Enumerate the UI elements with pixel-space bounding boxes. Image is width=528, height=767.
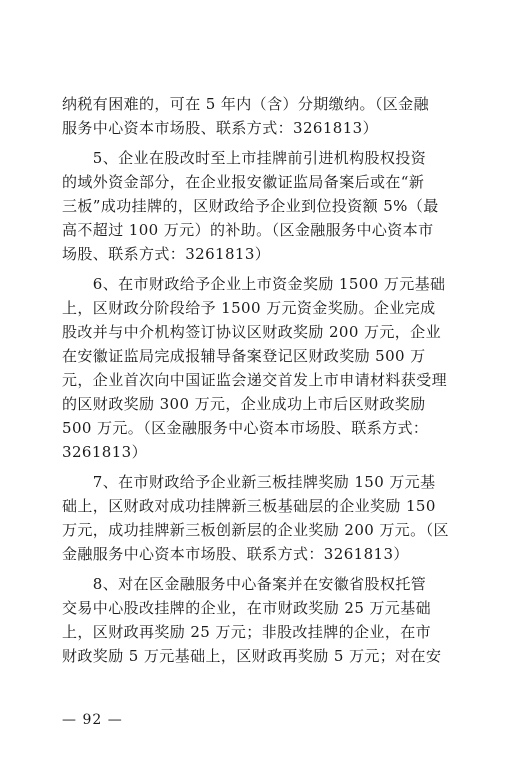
text-line: 三板”成功挂牌的，区财政给予企业到位投资额 5%（最 <box>62 197 439 215</box>
paragraph-item-6 <box>62 272 470 464</box>
page-number: — 92 — <box>62 712 123 728</box>
text-line: 500 万元。（区金融服务中心资本市场股、联系方式： <box>62 419 429 437</box>
text-line: 元，企业首次向中国证监会递交首发上市申请材料获受理 <box>62 371 448 389</box>
text-line: 6、在市财政给予企业上市资金奖励 1500 万元基础 <box>62 275 446 293</box>
paragraph-continuation <box>62 92 470 140</box>
paragraph-item-7 <box>62 470 470 566</box>
paragraph-item-8 <box>62 572 470 668</box>
text-line: 7、在市财政给予企业新三板挂牌奖励 150 万元基 <box>62 473 436 491</box>
text-line: 在安徽证监局完成报辅导备案登记区财政奖励 500 万 <box>62 347 426 365</box>
text-line: 3261813） <box>62 443 148 461</box>
text-line: 交易中心股改挂牌的企业，在市财政奖励 25 万元基础 <box>62 599 432 617</box>
text-line: 的域外资金部分，在企业报安徽证监局备案后或在“新 <box>62 173 425 191</box>
text-line: 础上，区财政对成功挂牌新三板基础层的企业奖励 150 <box>62 497 436 515</box>
paragraph-item-5 <box>62 146 470 266</box>
document-body <box>62 92 470 668</box>
text-line: 8、对在区金融服务中心备案并在安徽省股权托管 <box>62 575 427 593</box>
text-line: 场股、联系方式：3261813） <box>62 245 271 263</box>
text-line: 财政奖励 5 万元基础上，区财政再奖励 5 万元；对在安 <box>62 647 442 665</box>
text-line: 纳税有困难的，可在 5 年内（含）分期缴纳。（区金融 <box>62 95 429 113</box>
text-line: 5、企业在股改时至上市挂牌前引进机构股权投资 <box>62 149 427 167</box>
text-line: 上，区财政再奖励 25 万元；非股改挂牌的企业，在市 <box>62 623 432 641</box>
text-line: 金融服务中心资本市场股、联系方式：3261813） <box>62 545 409 563</box>
text-line: 股改并与中介机构签订协议区财政奖励 200 万元，企业 <box>62 323 441 341</box>
text-line: 万元，成功挂牌新三板创新层的企业奖励 200 万元。（区 <box>62 521 449 539</box>
text-line: 服务中心资本市场股、联系方式：3261813） <box>62 119 379 137</box>
text-line: 高不超过 100 万元）的补助。（区金融服务中心资本市 <box>62 221 434 239</box>
text-line: 上，区财政分阶段给予 1500 万元资金奖励。企业完成 <box>62 299 436 317</box>
text-line: 的区财政奖励 300 万元，企业成功上市后区财政奖励 <box>62 395 426 413</box>
